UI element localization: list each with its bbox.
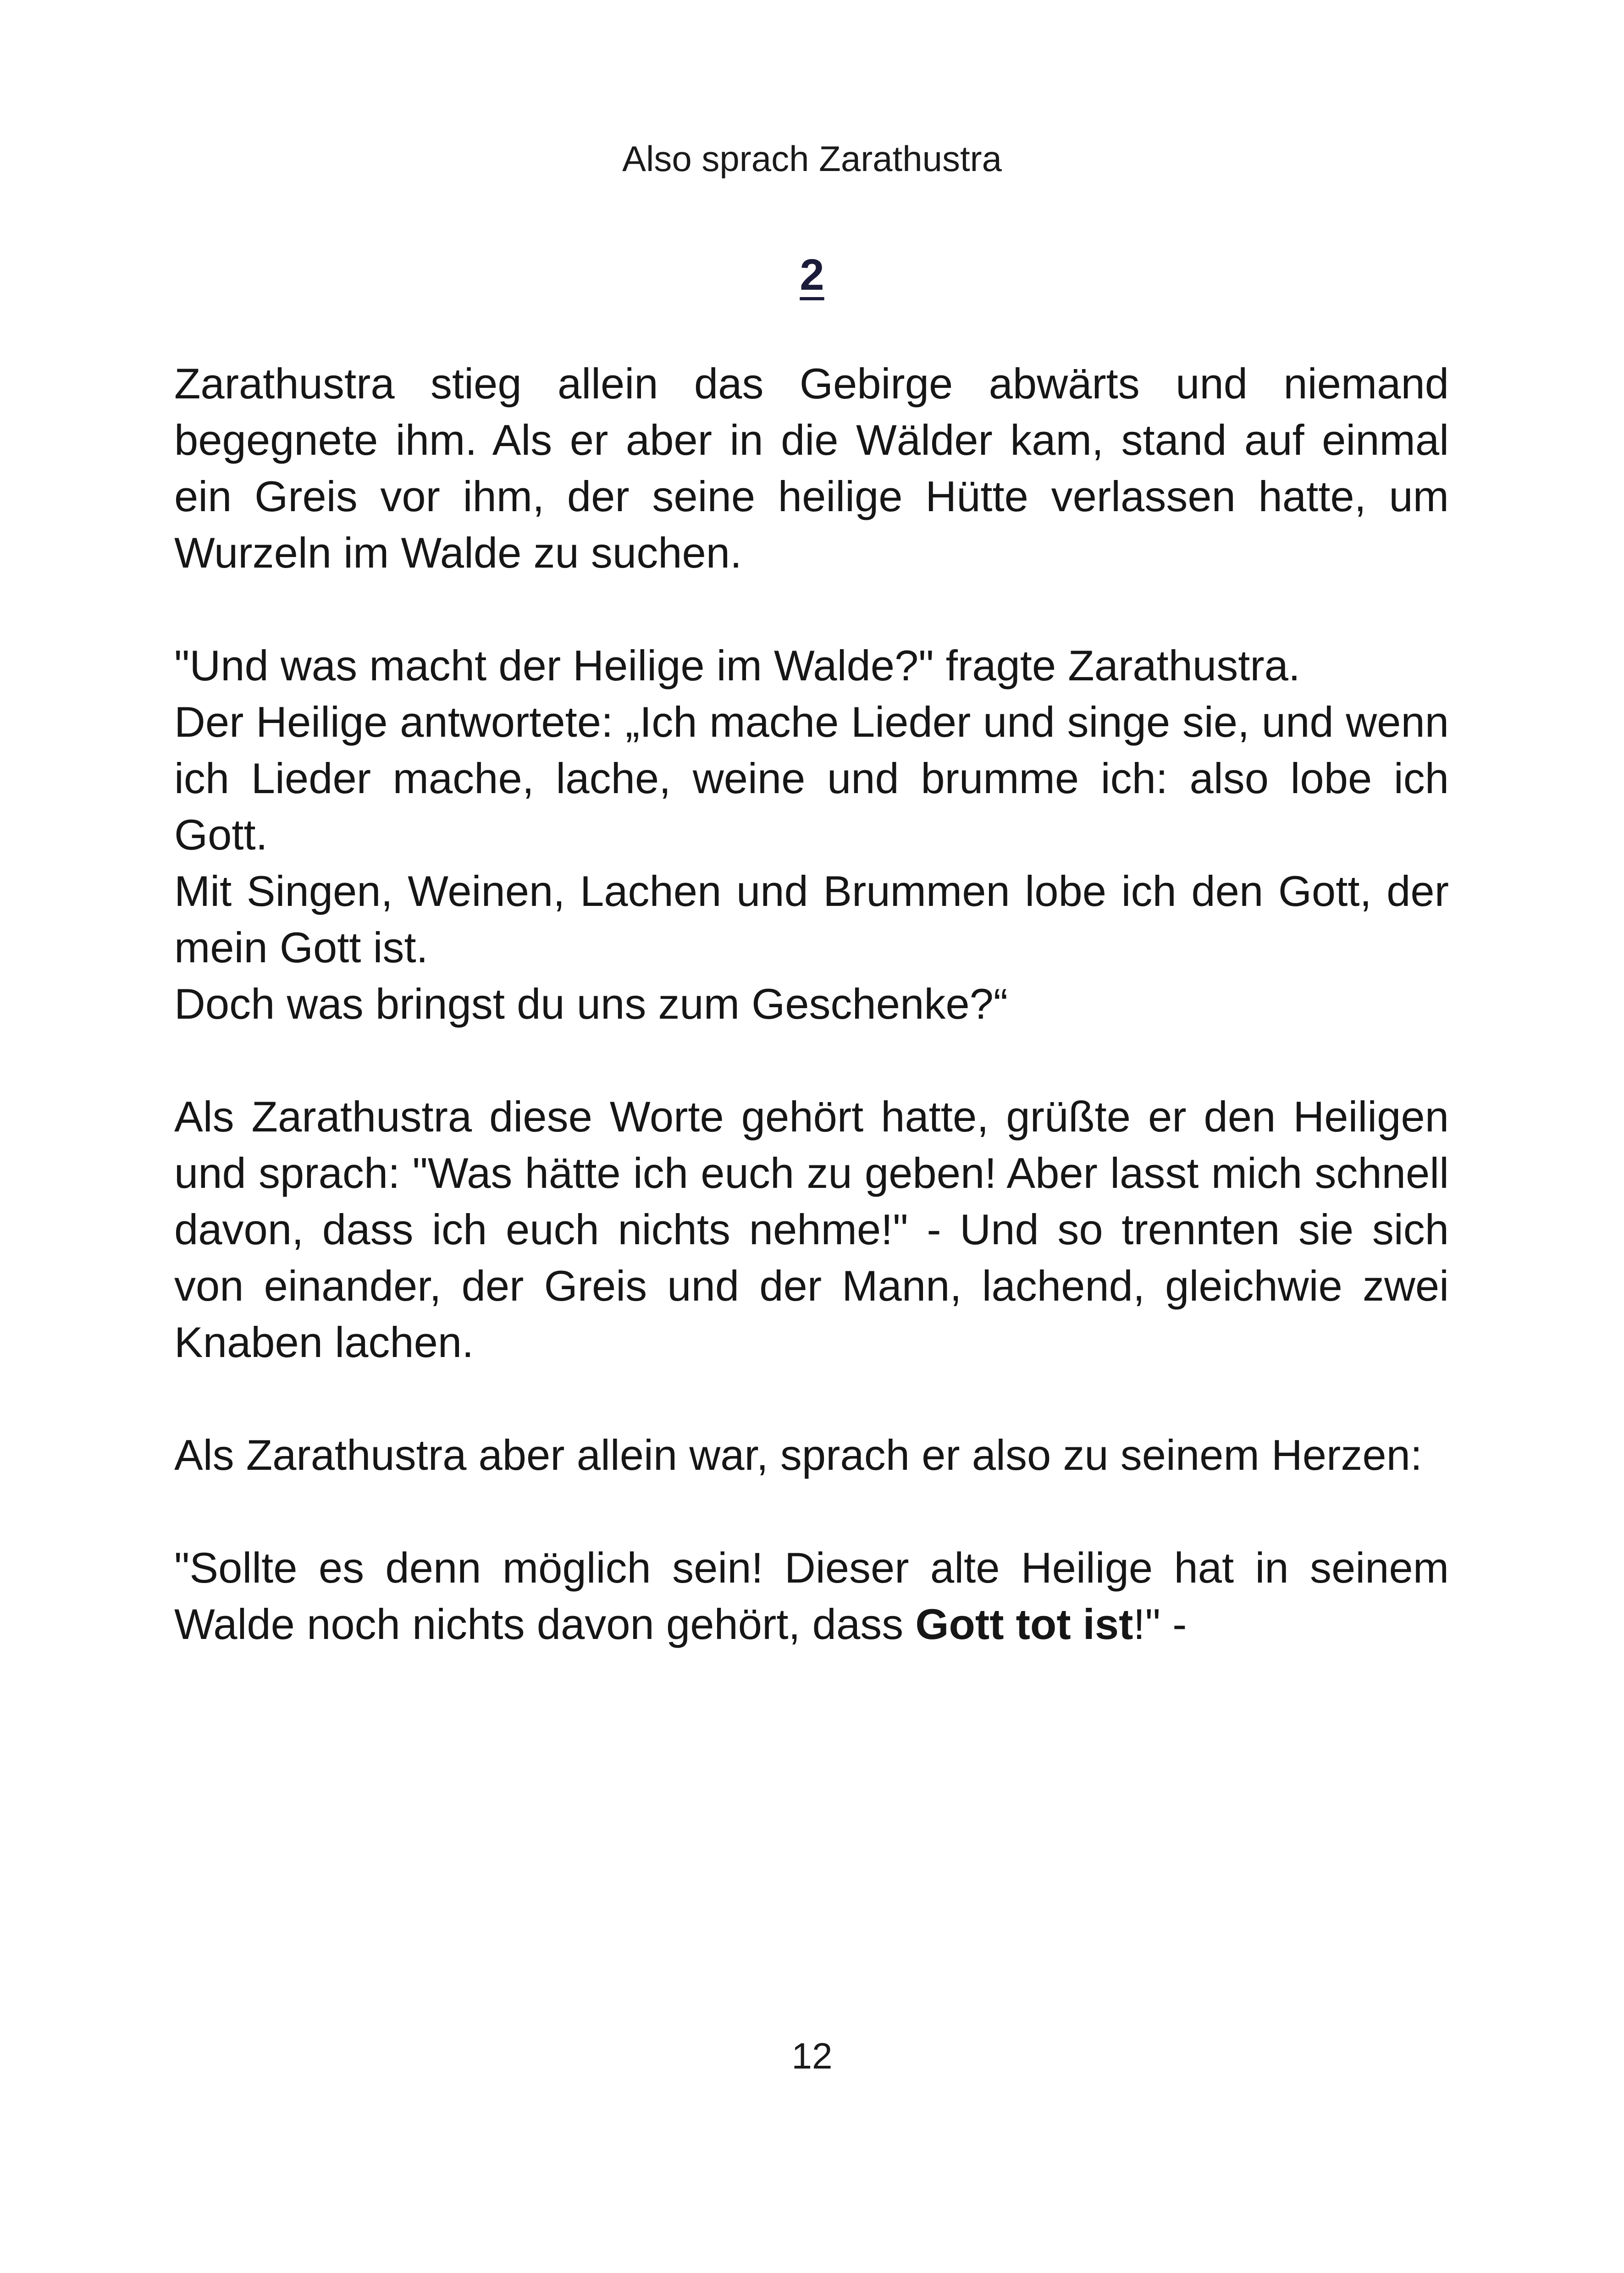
paragraph-2-line-3: Mit Singen, Weinen, Lachen und Brummen lobe ich den Gott, der mein Gott ist. (174, 867, 1449, 971)
paragraph-5 (174, 1539, 1449, 1652)
paragraph-3: Als Zarathustra diese Worte gehört hatte, grüßte er den Heiligen und sprach: "Was hätte ich euch zu geben! Aber lasst mich schnell davon, dass ich euch nichts nehme!" - Und so trennten sie sich von einander, der Greis und der Mann, lachend, gleichwie zwei Knaben lachen. (174, 1092, 1449, 1366)
paragraph-1: Zarathustra stieg allein das Gebirge abwärts und niemand begegnete ihm. Als er aber in die Wälder kam, stand auf einmal ein Greis vor ihm, der seine heilige Hütte verlassen hatte, um Wurzeln im Walde zu suchen. (174, 359, 1449, 577)
page-number: 12 (791, 2036, 833, 2076)
emphasis-gott-tot-ist: Gott tot ist (915, 1600, 1133, 1648)
paragraph-5-text-start: "Sollte es denn möglich sein! Dieser alte Heilige hat in seinem Walde noch nichts davon gehört, dass (174, 1544, 1449, 1648)
paragraph-2-line-2: Der Heilige antwortete: „Ich mache Lieder und singe sie, und wenn ich Lieder mache, lache, weine und brumme ich: also lobe ich Gott. (174, 698, 1449, 859)
paragraph-2-line-4: Doch was bringst du uns zum Geschenke?“ (174, 980, 1008, 1028)
running-header: Also sprach Zarathustra (622, 138, 1002, 179)
paragraph-2-line-1: "Und was macht der Heilige im Walde?" fragte Zarathustra. (174, 641, 1301, 690)
section-number: 2 (800, 250, 824, 299)
paragraph-4: Als Zarathustra aber allein war, sprach er also zu seinem Herzen: (174, 1431, 1423, 1479)
paragraph-5-text-end: !" - (1133, 1600, 1187, 1648)
section-heading (0, 248, 1624, 303)
body-text (174, 355, 1449, 1652)
